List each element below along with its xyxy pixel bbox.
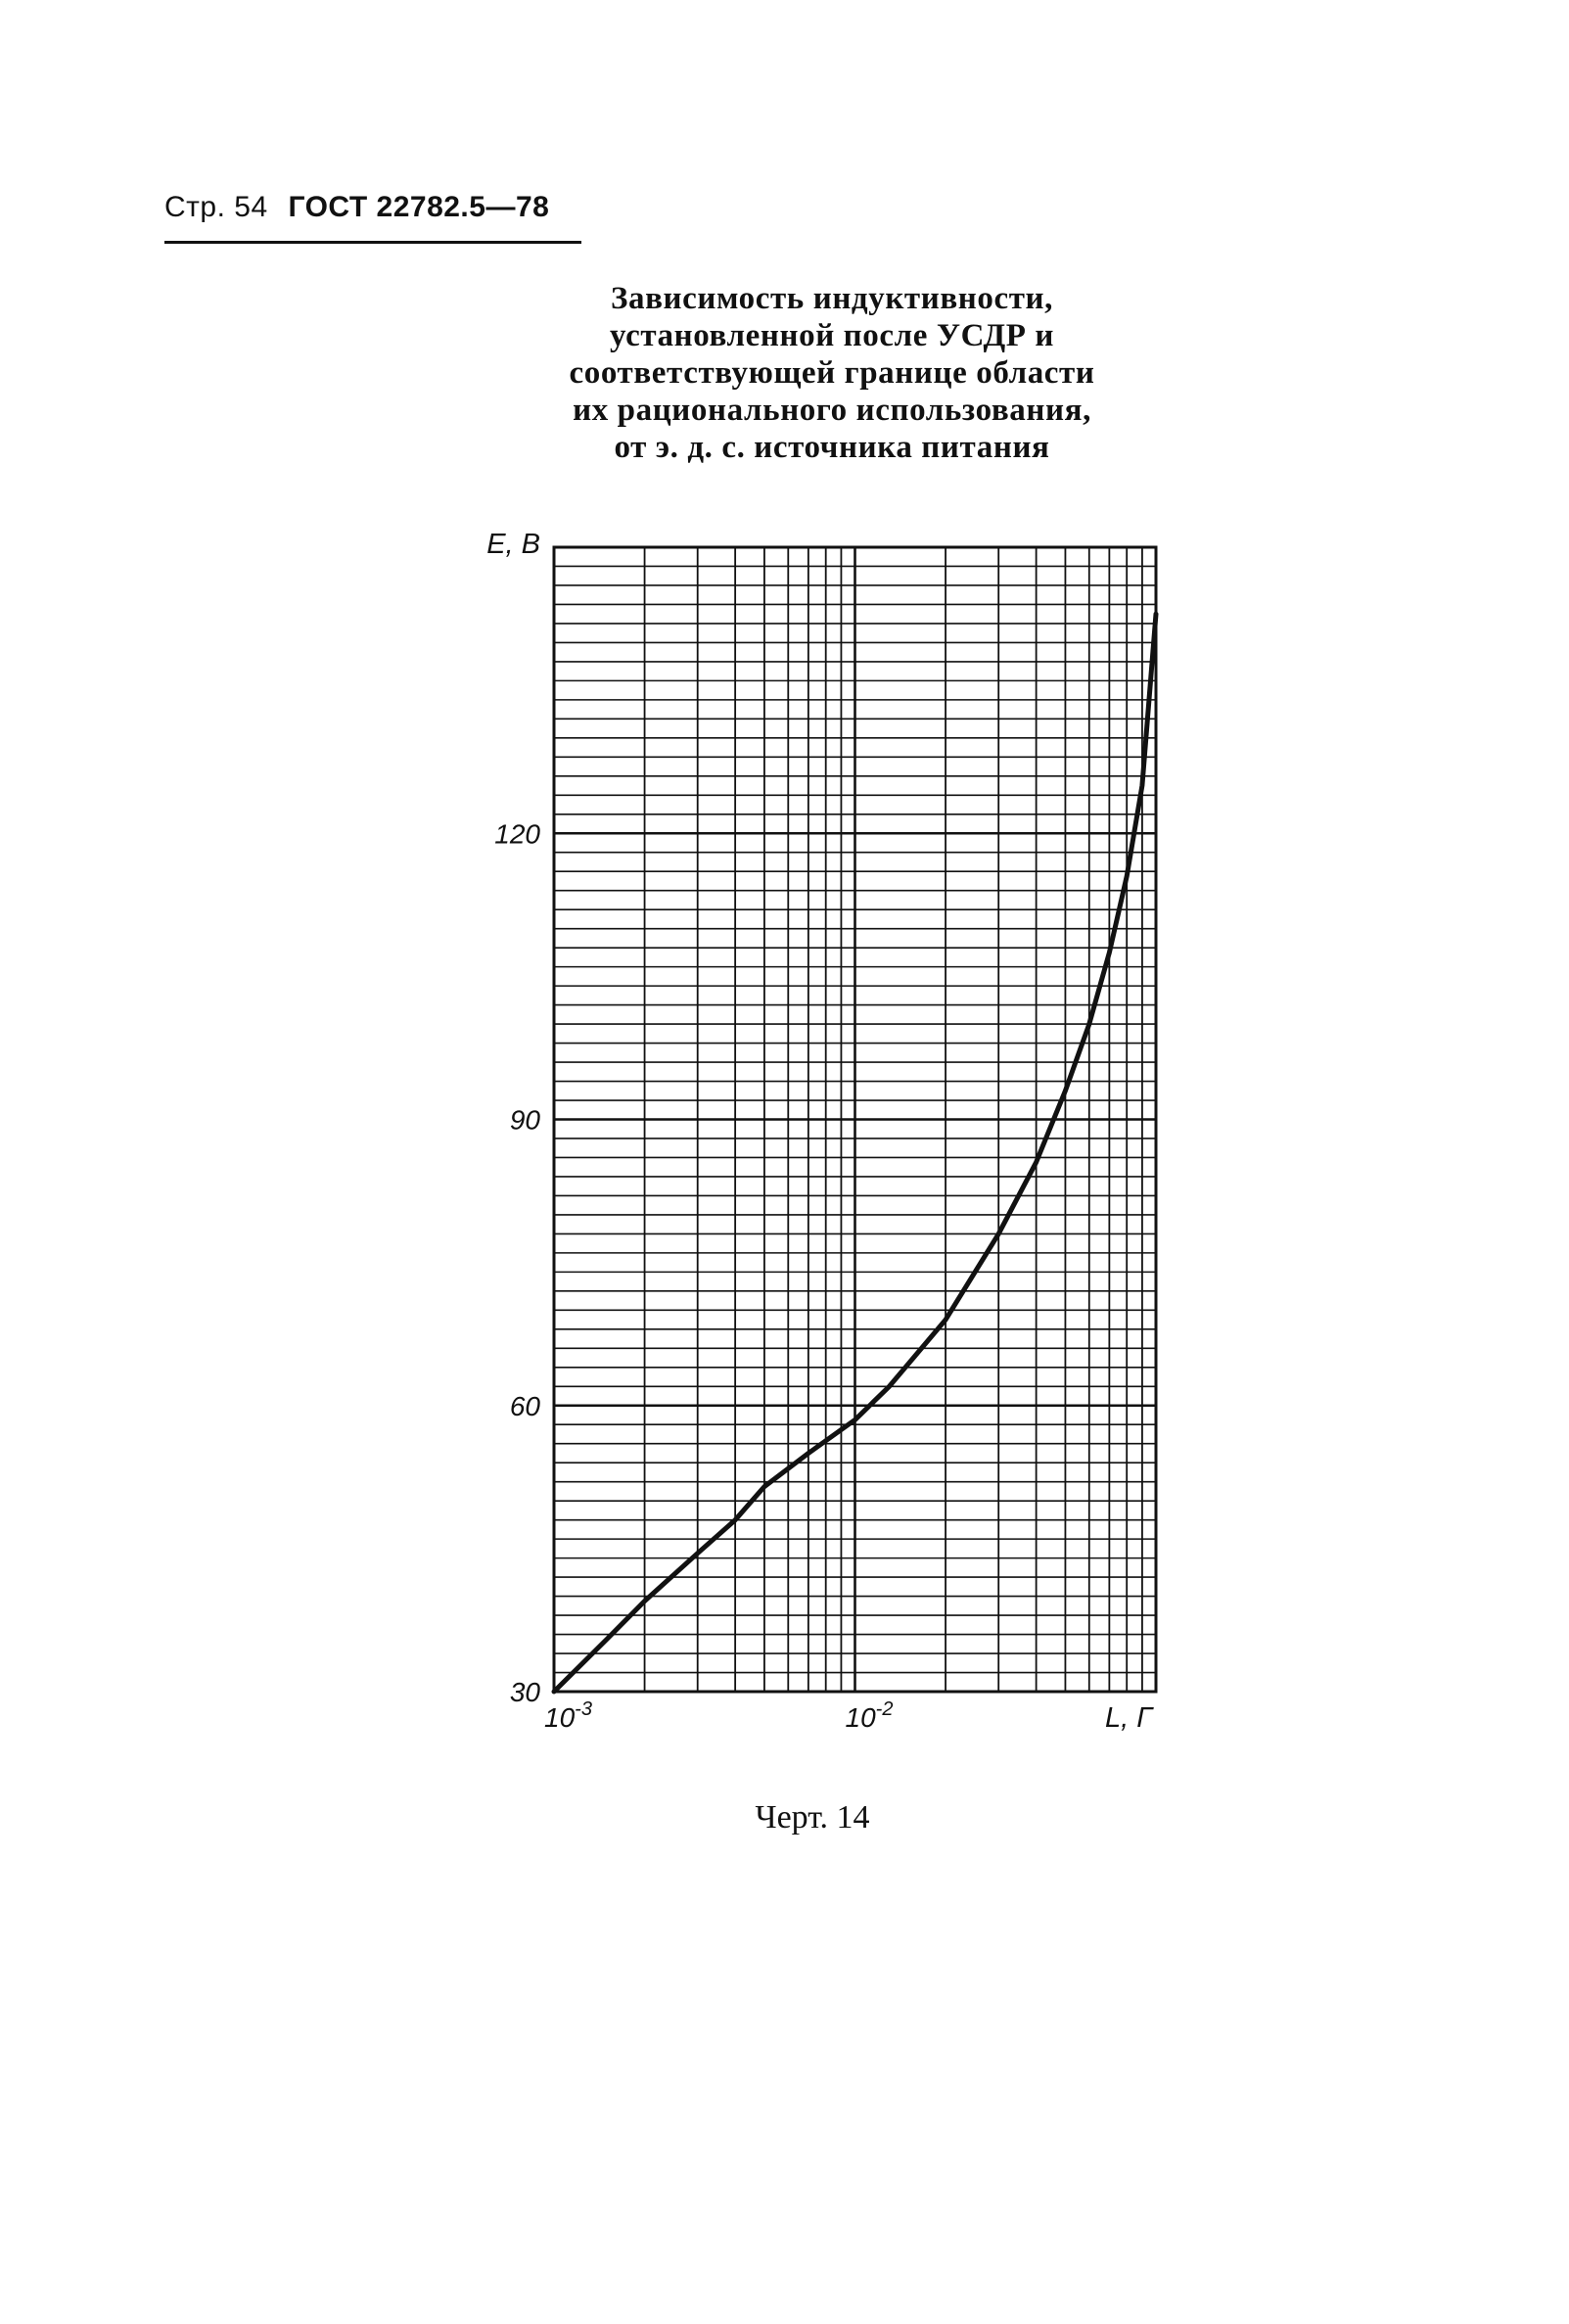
- standard-number: ГОСТ 22782.5—78: [288, 191, 550, 223]
- y-axis-label: E, В: [486, 529, 540, 560]
- title-line: установленной после УСДР и: [610, 318, 1054, 353]
- y-tick-label: 90: [509, 1104, 540, 1136]
- y-tick-label: 60: [509, 1390, 540, 1421]
- title-line: от э. д. с. источника питания: [614, 430, 1050, 465]
- title-line: их рационального использования,: [573, 393, 1091, 428]
- y-tick-labels: [494, 818, 540, 1707]
- y-tick-label: 120: [494, 818, 540, 850]
- figure-caption: Черт. 14: [755, 1799, 870, 1836]
- page-number: Стр. 54: [164, 191, 268, 223]
- title-line: Зависимость индуктивности,: [610, 281, 1054, 316]
- x-axis-label: L, Г: [1104, 1702, 1152, 1734]
- title-line: соответствующей границе области: [569, 355, 1095, 391]
- x-tick-label: $10^{-2}$: [845, 1698, 894, 1733]
- x-tick-label: $10^{-3}$: [544, 1698, 592, 1733]
- x-tick-labels: [544, 1698, 893, 1733]
- chart-grid: [554, 547, 1156, 1692]
- y-tick-label: 30: [509, 1677, 540, 1707]
